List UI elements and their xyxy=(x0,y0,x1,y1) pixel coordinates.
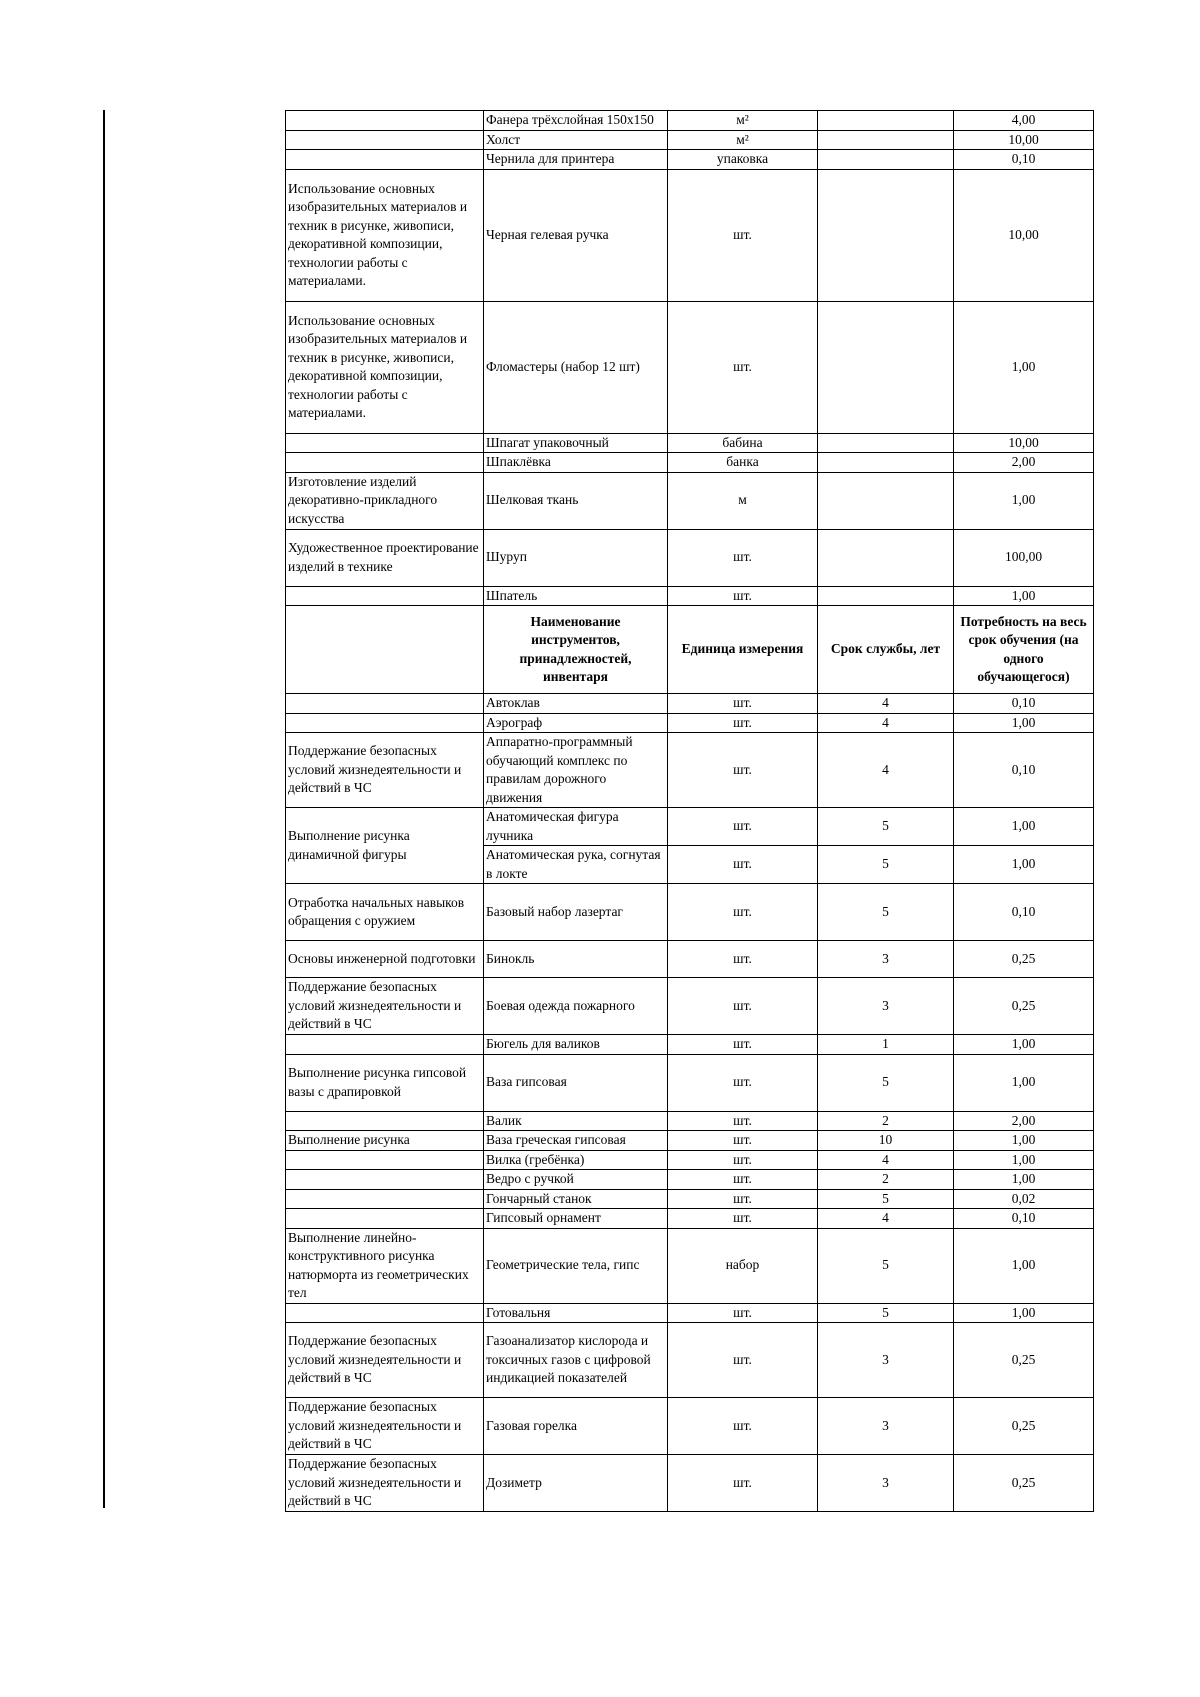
activity-cell: Использование основных изобразительных материалов и техник в рисунке, живописи, декоративной композиции, технологии работы с материалами. xyxy=(286,301,484,433)
item-name-cell: Базовый набор лазертаг xyxy=(484,884,668,941)
service-life-cell xyxy=(818,111,954,131)
header-item-name: Наименование инструментов, принадлежностей, инвентаря xyxy=(484,606,668,694)
item-name-cell: Фломастеры (набор 12 шт) xyxy=(484,301,668,433)
activity-cell xyxy=(286,694,484,714)
service-life-cell xyxy=(818,150,954,170)
item-name-cell: Геометрические тела, гипс xyxy=(484,1228,668,1303)
service-life-cell: 10 xyxy=(818,1131,954,1151)
table-row xyxy=(286,1131,1094,1151)
quantity-cell: 1,00 xyxy=(954,1150,1094,1170)
activity-cell xyxy=(286,111,484,131)
quantity-cell: 1,00 xyxy=(954,1303,1094,1323)
table-row xyxy=(286,1035,1094,1055)
unit-cell: м xyxy=(668,472,818,529)
activity-cell: Поддержание безопасных условий жизнедеятельности и действий в ЧС xyxy=(286,1323,484,1398)
item-name-cell: Газовая горелка xyxy=(484,1398,668,1455)
unit-cell: шт. xyxy=(668,1398,818,1455)
item-name-cell: Анатомическая рука, согнутая в локте xyxy=(484,846,668,884)
activity-cell: Использование основных изобразительных материалов и техник в рисунке, живописи, декоративной композиции, технологии работы с материалами. xyxy=(286,169,484,301)
service-life-cell: 3 xyxy=(818,941,954,978)
unit-cell: шт. xyxy=(668,1170,818,1190)
item-name-cell: Холст xyxy=(484,130,668,150)
activity-cell xyxy=(286,1170,484,1190)
unit-cell: шт. xyxy=(668,884,818,941)
unit-cell: шт. xyxy=(668,1189,818,1209)
quantity-cell: 1,00 xyxy=(954,1054,1094,1111)
table-row xyxy=(286,472,1094,529)
service-life-cell: 3 xyxy=(818,978,954,1035)
service-life-cell: 4 xyxy=(818,1150,954,1170)
service-life-cell: 4 xyxy=(818,713,954,733)
quantity-cell: 1,00 xyxy=(954,301,1094,433)
activity-cell: Поддержание безопасных условий жизнедеятельности и действий в ЧС xyxy=(286,1398,484,1455)
item-name-cell: Аэрограф xyxy=(484,713,668,733)
quantity-cell: 100,00 xyxy=(954,529,1094,586)
item-name-cell: Боевая одежда пожарного xyxy=(484,978,668,1035)
quantity-cell: 0,10 xyxy=(954,694,1094,714)
item-name-cell: Шпагат упаковочный xyxy=(484,433,668,453)
item-name-cell: Чернила для принтера xyxy=(484,150,668,170)
quantity-cell: 0,25 xyxy=(954,941,1094,978)
unit-cell: шт. xyxy=(668,1209,818,1229)
table-row xyxy=(286,169,1094,301)
item-name-cell: Аппаратно-программный обучающий комплекс по правилам дорожного движения xyxy=(484,733,668,808)
service-life-cell xyxy=(818,453,954,473)
quantity-cell: 0,25 xyxy=(954,1398,1094,1455)
activity-cell: Выполнение рисунка xyxy=(286,1131,484,1151)
table-row xyxy=(286,453,1094,473)
quantity-cell: 1,00 xyxy=(954,846,1094,884)
table-row xyxy=(286,586,1094,606)
item-name-cell: Валик xyxy=(484,1111,668,1131)
unit-cell: шт. xyxy=(668,1150,818,1170)
table-row xyxy=(286,433,1094,453)
service-life-cell: 5 xyxy=(818,1189,954,1209)
service-life-cell: 4 xyxy=(818,694,954,714)
unit-cell: шт. xyxy=(668,529,818,586)
activity-cell xyxy=(286,586,484,606)
item-name-cell: Бюгель для валиков xyxy=(484,1035,668,1055)
quantity-cell: 10,00 xyxy=(954,169,1094,301)
item-name-cell: Ваза гипсовая xyxy=(484,1054,668,1111)
table-row xyxy=(286,1111,1094,1131)
item-name-cell: Шуруп xyxy=(484,529,668,586)
equipment-table-body xyxy=(286,111,1094,1512)
item-name-cell: Черная гелевая ручка xyxy=(484,169,668,301)
table-row xyxy=(286,713,1094,733)
quantity-cell: 0,25 xyxy=(954,1323,1094,1398)
unit-cell: шт. xyxy=(668,846,818,884)
header-service-life: Срок службы, лет xyxy=(818,606,954,694)
unit-cell: м² xyxy=(668,130,818,150)
quantity-cell: 1,00 xyxy=(954,713,1094,733)
activity-cell: Выполнение рисунка динамичной фигуры xyxy=(286,808,484,884)
service-life-cell: 5 xyxy=(818,846,954,884)
service-life-cell: 5 xyxy=(818,1228,954,1303)
quantity-cell: 2,00 xyxy=(954,453,1094,473)
item-name-cell: Шпаклёвка xyxy=(484,453,668,473)
quantity-cell: 1,00 xyxy=(954,1131,1094,1151)
service-life-cell xyxy=(818,472,954,529)
table-row xyxy=(286,941,1094,978)
service-life-cell: 3 xyxy=(818,1455,954,1512)
quantity-cell: 0,10 xyxy=(954,733,1094,808)
item-name-cell: Ваза греческая гипсовая xyxy=(484,1131,668,1151)
activity-cell: Поддержание безопасных условий жизнедеятельности и действий в ЧС xyxy=(286,733,484,808)
table-row xyxy=(286,150,1094,170)
activity-cell xyxy=(286,713,484,733)
table-row xyxy=(286,694,1094,714)
service-life-cell xyxy=(818,586,954,606)
table-row xyxy=(286,1398,1094,1455)
item-name-cell: Гончарный станок xyxy=(484,1189,668,1209)
service-life-cell xyxy=(818,301,954,433)
activity-cell: Основы инженерной подготовки xyxy=(286,941,484,978)
unit-cell: шт. xyxy=(668,169,818,301)
unit-cell: шт. xyxy=(668,941,818,978)
service-life-cell: 3 xyxy=(818,1398,954,1455)
table-row xyxy=(286,1303,1094,1323)
header-unit: Единица измерения xyxy=(668,606,818,694)
table-row xyxy=(286,1170,1094,1190)
quantity-cell: 0,02 xyxy=(954,1189,1094,1209)
item-name-cell: Фанера трёхслойная 150х150 xyxy=(484,111,668,131)
unit-cell: шт. xyxy=(668,1323,818,1398)
unit-cell: шт. xyxy=(668,1131,818,1151)
unit-cell: набор xyxy=(668,1228,818,1303)
quantity-cell: 4,00 xyxy=(954,111,1094,131)
unit-cell: шт. xyxy=(668,586,818,606)
unit-cell: шт. xyxy=(668,1054,818,1111)
item-name-cell: Анатомическая фигура лучника xyxy=(484,808,668,846)
unit-cell: шт. xyxy=(668,733,818,808)
table-row xyxy=(286,111,1094,131)
activity-cell xyxy=(286,606,484,694)
unit-cell: шт. xyxy=(668,978,818,1035)
activity-cell: Отработка начальных навыков обращения с оружием xyxy=(286,884,484,941)
table-row xyxy=(286,978,1094,1035)
activity-cell xyxy=(286,1150,484,1170)
service-life-cell: 5 xyxy=(818,884,954,941)
quantity-cell: 0,25 xyxy=(954,978,1094,1035)
service-life-cell: 4 xyxy=(818,1209,954,1229)
service-life-cell: 2 xyxy=(818,1111,954,1131)
item-name-cell: Вилка (гребёнка) xyxy=(484,1150,668,1170)
activity-cell xyxy=(286,1035,484,1055)
activity-cell: Художественное проектирование изделий в технике xyxy=(286,529,484,586)
unit-cell: шт. xyxy=(668,1303,818,1323)
item-name-cell: Шпатель xyxy=(484,586,668,606)
unit-cell: шт. xyxy=(668,1035,818,1055)
item-name-cell: Дозиметр xyxy=(484,1455,668,1512)
activity-cell: Выполнение рисунка гипсовой вазы с драпировкой xyxy=(286,1054,484,1111)
table-row xyxy=(286,1054,1094,1111)
item-name-cell: Бинокль xyxy=(484,941,668,978)
unit-cell: бабина xyxy=(668,433,818,453)
service-life-cell: 3 xyxy=(818,1323,954,1398)
activity-cell: Поддержание безопасных условий жизнедеятельности и действий в ЧС xyxy=(286,978,484,1035)
service-life-cell xyxy=(818,529,954,586)
activity-cell xyxy=(286,433,484,453)
service-life-cell: 5 xyxy=(818,1054,954,1111)
table-row xyxy=(286,1209,1094,1229)
service-life-cell: 4 xyxy=(818,733,954,808)
service-life-cell xyxy=(818,433,954,453)
item-name-cell: Ведро с ручкой xyxy=(484,1170,668,1190)
unit-cell: шт. xyxy=(668,808,818,846)
activity-cell xyxy=(286,1111,484,1131)
table-row xyxy=(286,808,1094,846)
activity-cell xyxy=(286,453,484,473)
activity-cell: Поддержание безопасных условий жизнедеятельности и действий в ЧС xyxy=(286,1455,484,1512)
table-row xyxy=(286,1323,1094,1398)
service-life-cell xyxy=(818,130,954,150)
table-header-row xyxy=(286,606,1094,694)
quantity-cell: 0,25 xyxy=(954,1455,1094,1512)
quantity-cell: 2,00 xyxy=(954,1111,1094,1131)
item-name-cell: Гипсовый орнамент xyxy=(484,1209,668,1229)
table-row xyxy=(286,733,1094,808)
table-row xyxy=(286,130,1094,150)
service-life-cell: 2 xyxy=(818,1170,954,1190)
activity-cell xyxy=(286,1303,484,1323)
quantity-cell: 1,00 xyxy=(954,1228,1094,1303)
header-requirement: Потребность на весь срок обучения (на одного обучающегося) xyxy=(954,606,1094,694)
quantity-cell: 1,00 xyxy=(954,586,1094,606)
service-life-cell: 5 xyxy=(818,808,954,846)
unit-cell: шт. xyxy=(668,713,818,733)
quantity-cell: 1,00 xyxy=(954,1170,1094,1190)
unit-cell: шт. xyxy=(668,1455,818,1512)
item-name-cell: Готовальня xyxy=(484,1303,668,1323)
quantity-cell: 1,00 xyxy=(954,472,1094,529)
quantity-cell: 1,00 xyxy=(954,1035,1094,1055)
activity-cell: Изготовление изделий декоративно-прикладного искусства xyxy=(286,472,484,529)
quantity-cell: 0,10 xyxy=(954,150,1094,170)
item-name-cell: Газоанализатор кислорода и токсичных газов с цифровой индикацией показателей xyxy=(484,1323,668,1398)
quantity-cell: 0,10 xyxy=(954,884,1094,941)
equipment-table xyxy=(285,110,1094,1512)
unit-cell: банка xyxy=(668,453,818,473)
activity-cell: Выполнение линейно-конструктивного рисунка натюрморта из геометрических тел xyxy=(286,1228,484,1303)
table-row xyxy=(286,884,1094,941)
unit-cell: шт. xyxy=(668,1111,818,1131)
activity-cell xyxy=(286,1189,484,1209)
table-row xyxy=(286,529,1094,586)
item-name-cell: Автоклав xyxy=(484,694,668,714)
activity-cell xyxy=(286,130,484,150)
quantity-cell: 1,00 xyxy=(954,808,1094,846)
quantity-cell: 0,10 xyxy=(954,1209,1094,1229)
unit-cell: шт. xyxy=(668,301,818,433)
service-life-cell: 5 xyxy=(818,1303,954,1323)
service-life-cell: 1 xyxy=(818,1035,954,1055)
unit-cell: шт. xyxy=(668,694,818,714)
service-life-cell xyxy=(818,169,954,301)
activity-cell xyxy=(286,1209,484,1229)
quantity-cell: 10,00 xyxy=(954,433,1094,453)
unit-cell: м² xyxy=(668,111,818,131)
quantity-cell: 10,00 xyxy=(954,130,1094,150)
table-row xyxy=(286,1228,1094,1303)
table-row xyxy=(286,301,1094,433)
activity-cell xyxy=(286,150,484,170)
unit-cell: упаковка xyxy=(668,150,818,170)
table-row xyxy=(286,1455,1094,1512)
left-margin-rule xyxy=(103,110,105,1508)
table-row xyxy=(286,1150,1094,1170)
table-row xyxy=(286,1189,1094,1209)
item-name-cell: Шелковая ткань xyxy=(484,472,668,529)
